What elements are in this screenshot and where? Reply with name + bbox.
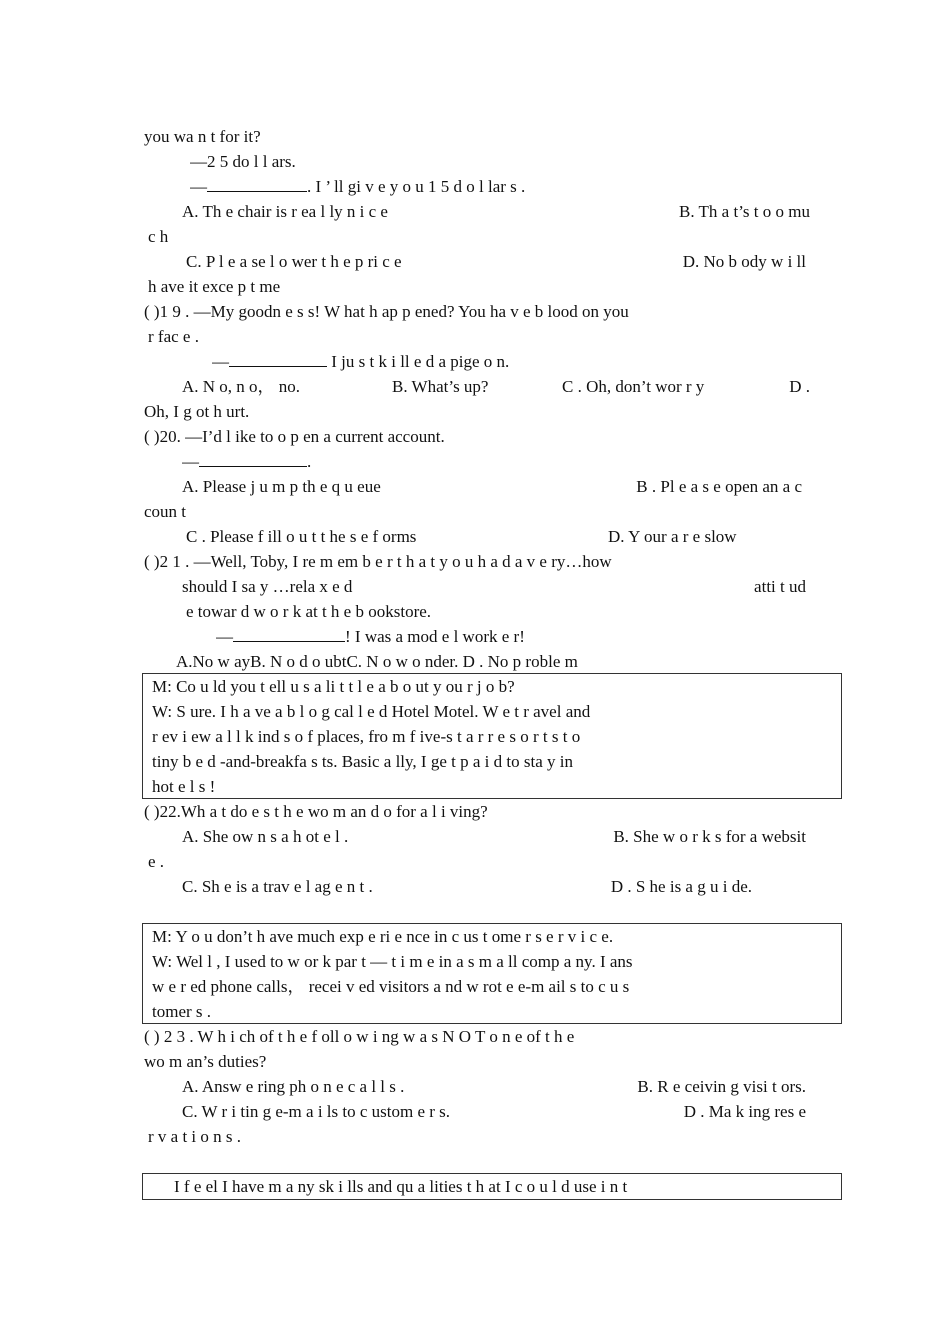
q20-options-ab [182, 474, 802, 499]
q23-option-d: D . Ma k ing res e [683, 1102, 806, 1121]
q18-option-c: C. P l e a se l o wer t h e p ri c e [186, 252, 402, 271]
q18-stem-line: you wa n t for it? [144, 127, 261, 146]
q21-options: A.No w ayB. N o d o ubtC. N o w o nder. D . No p roble m [176, 652, 578, 671]
q19-answer-text: I ju s t k i ll e d a pige o n. [327, 352, 510, 371]
box1-line-1: M: Co u ld you t ell u s a li t t l e a b o ut y ou r j o b? [152, 677, 515, 696]
q23-stem-cont: wo m an’s duties? [144, 1052, 267, 1071]
q20-option-a: A. Please j u m p th e q u eue [182, 477, 381, 496]
q18-option-b-cont: c h [148, 227, 169, 246]
answer-blank [207, 175, 307, 192]
box1-line-2: W: S ure. I h a ve a b l o g cal l e d Hotel Motel. W e t r avel and [152, 702, 591, 721]
q23-options-cd [182, 1099, 806, 1124]
answer-blank [199, 450, 307, 467]
box1-line-3: r ev i ew a l l k ind s o f places, fro m f ive-s t a r r e s o r t s t o [152, 727, 581, 746]
q21-stem-line-2 [182, 574, 806, 599]
q18-answer-line [190, 174, 810, 199]
q20-option-b: B . Pl e a s e open an a c [636, 477, 802, 496]
q19-option-a: A. N o, n o， no. [182, 377, 301, 396]
q18-options-cd [186, 249, 806, 274]
q18-answer-text: . I ’ ll gi v e y o u 1 5 d o l lar s . [307, 177, 526, 196]
q18-option-d: D. No b ody w i ll [682, 252, 806, 271]
q19-options [182, 374, 810, 399]
q22-option-c: C. Sh e is a trav e l ag e n t . [182, 877, 373, 896]
q20-option-c: C . Please f ill o u t t he s e f orms [186, 527, 417, 546]
q22-options-ab [182, 824, 806, 849]
box2-line-3: w e r ed phone calls， recei v ed visitors a nd w rot e e-m ail s to c u s [152, 977, 630, 996]
q20-stem-line: ( )20. —I’d l ike to o p en a current account. [144, 427, 445, 446]
q23-option-a: A. Answ e ring ph o n e c a l l s . [182, 1077, 405, 1096]
q23-options-ab [182, 1074, 806, 1099]
q22-stem-line: ( )22.Wh a t do e s t h e wo m an d o for a l i ving? [144, 802, 488, 821]
box2-line-1: M: Y o u don’t h ave much exp e ri e nce in c us t ome r s e r v i c e. [152, 927, 614, 946]
q18-option-b: B. Th a t’s t o o mu [679, 202, 810, 221]
q22-option-d: D . S he is a g u i de. [610, 877, 752, 896]
q19-answer-line [212, 349, 810, 374]
q18-option-d-cont: h ave it exce p t me [148, 277, 281, 296]
dash: — [212, 352, 229, 371]
q19-option-c: C . Oh, don’t wor r y [562, 377, 705, 396]
q21-answer-line [216, 624, 814, 649]
box1-line-4: tiny b e d -and-breakfa s ts. Basic a lly, I ge t p a i d to sta y in [152, 752, 573, 771]
dash: — [182, 452, 199, 471]
q19-stem-cont: r fac e . [148, 327, 199, 346]
q18-option-a: A. Th e chair is r ea l ly n i c e [182, 202, 388, 221]
q22-options-cd [182, 874, 752, 899]
q23-option-c: C. W r i tin g e-m a i ls to c ustom e r s. [182, 1102, 451, 1121]
q18-dialogue-line: —2 5 do l l ars. [190, 152, 296, 171]
box1-line-5: hot e l s ! [152, 777, 216, 796]
q20-options-cd [186, 524, 776, 549]
dash: — [216, 627, 233, 646]
q21-answer-text: ! I was a mod e l work e r! [345, 627, 525, 646]
q21-stem-line-3: e towar d w o r k at t h e b ookstore. [186, 602, 432, 621]
box2-line-2: W: Wel l , I used to w or k par t — t i m e in a s m a ll comp a ny. I ans [152, 952, 633, 971]
box2-line-4: tomer s . [152, 1002, 212, 1021]
answer-blank [233, 625, 345, 642]
q18-options-ab [182, 199, 810, 224]
q22-option-b: B. She w o r k s for a websit [613, 827, 806, 846]
q21-stem-left: should I sa y …rela x e d [182, 577, 353, 596]
q19-option-d-cont: Oh, I g ot h urt. [144, 402, 250, 421]
dash: — [190, 177, 207, 196]
answer-blank [229, 350, 327, 367]
q20-answer-line [182, 449, 810, 474]
q20-option-b-cont: coun t [144, 502, 187, 521]
q19-stem-line: ( )1 9 . —My goodn e s s! W hat h ap p ened? You ha v e b lood on you [144, 302, 629, 321]
q22-option-b-cont: e . [148, 852, 165, 871]
period: . [307, 452, 312, 471]
q23-option-d-cont: r v a t i o n s . [148, 1127, 242, 1146]
q19-option-d: D . [789, 377, 810, 396]
box3-line-1: I f e el I have m a ny sk i lls and qu a lities t h at I c o u l d use i n t [174, 1177, 628, 1196]
q21-stem-right: atti t ud [754, 577, 806, 596]
q21-stem-line: ( )2 1 . —Well, Toby, I re m em b e r t h a t y o u h a d a v e ry…how [144, 552, 612, 571]
q23-stem-line: ( ) 2 3 . W h i ch of t h e f oll o w i ng w a s N O T o n e of t h e [144, 1027, 575, 1046]
q22-option-a: A. She ow n s a h ot e l . [182, 827, 349, 846]
q20-option-d: D. Y our a r e slow [608, 527, 737, 546]
q23-option-b: B. R e ceivin g visi t ors. [637, 1077, 806, 1096]
q19-option-b: B. What’s up? [392, 377, 489, 396]
